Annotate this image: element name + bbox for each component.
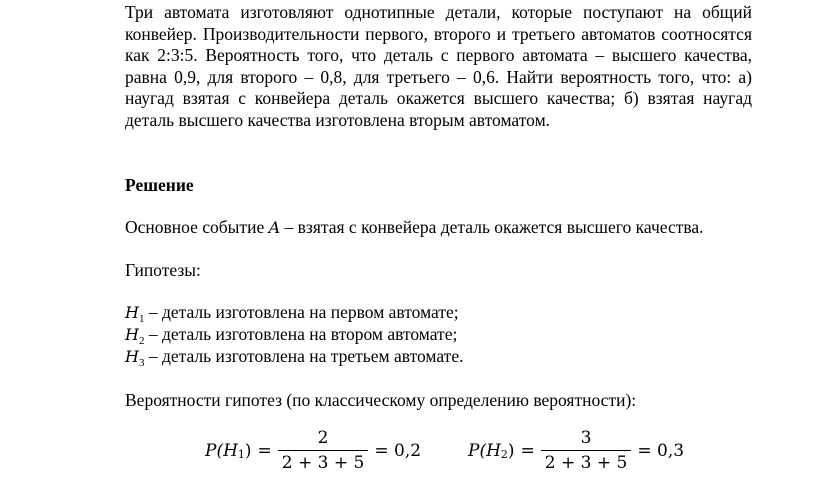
main-event: [125, 216, 704, 239]
fraction: [278, 428, 369, 473]
formula-result: = 0,3: [637, 440, 685, 461]
formula-index: 1: [237, 448, 245, 461]
hypothesis-index: 1: [138, 313, 145, 325]
formula-p: P(: [468, 440, 487, 461]
hypothesis-text: – деталь изготовлена на первом автомате;: [144, 302, 459, 322]
formula-close: ): [244, 440, 252, 461]
formula-result: = 0,2: [374, 440, 422, 461]
hypothesis-symbol: H: [125, 303, 139, 322]
fraction-denominator: 2 + 3 + 5: [541, 450, 632, 473]
hypothesis-text: – деталь изготовлена на третьем автомате.: [144, 346, 464, 366]
fraction-denominator: 2 + 3 + 5: [278, 450, 369, 473]
fraction-numerator: 2: [317, 428, 329, 448]
probabilities-heading: Вероятности гипотез (по классическому определению вероятности):: [125, 390, 637, 410]
problem-statement: Три автомата изготовляют однотипные детали, которые поступают на общий конвейер. Производительности первого, второго и третьего автоматов соотносятся как 2:3:5. Вероятность того, что деталь с первого автомата – высшего качества, равна 0,9, для второго – 0,8, для третьего – 0,6. Найти вероятность того, что: а) наугад взятая с конвейера деталь окажется высшего качества; б) взятая наугад деталь высшего качества изготовлена вторым автоматом.: [125, 2, 752, 130]
hypothesis-index: 2: [138, 335, 145, 347]
formula-close: ): [507, 440, 515, 461]
hypothesis-3: [125, 345, 463, 370]
fraction: [541, 428, 632, 473]
formula-p: P(: [205, 440, 224, 461]
event-text: – взятая с конвейера деталь окажется высшего качества.: [280, 217, 704, 237]
hypothesis-symbol: H: [125, 325, 139, 344]
event-symbol: A: [268, 218, 281, 237]
hypothesis-text: – деталь изготовлена на втором автомате;: [144, 324, 458, 344]
formula-p-h2: [468, 428, 684, 473]
event-prefix: Основное событие: [125, 217, 265, 237]
hypothesis-symbol: H: [125, 347, 139, 366]
fraction-numerator: 3: [580, 428, 592, 448]
formula-h: H: [223, 440, 238, 461]
solution-heading: Решение: [125, 175, 194, 195]
formula-h: H: [486, 440, 501, 461]
hypotheses-heading: Гипотезы:: [125, 260, 201, 280]
formula-eq: =: [520, 440, 535, 461]
formula-p-h1: [205, 428, 421, 473]
hypothesis-index: 3: [138, 357, 145, 369]
formula-index: 2: [500, 448, 508, 461]
formula-eq: =: [257, 440, 272, 461]
